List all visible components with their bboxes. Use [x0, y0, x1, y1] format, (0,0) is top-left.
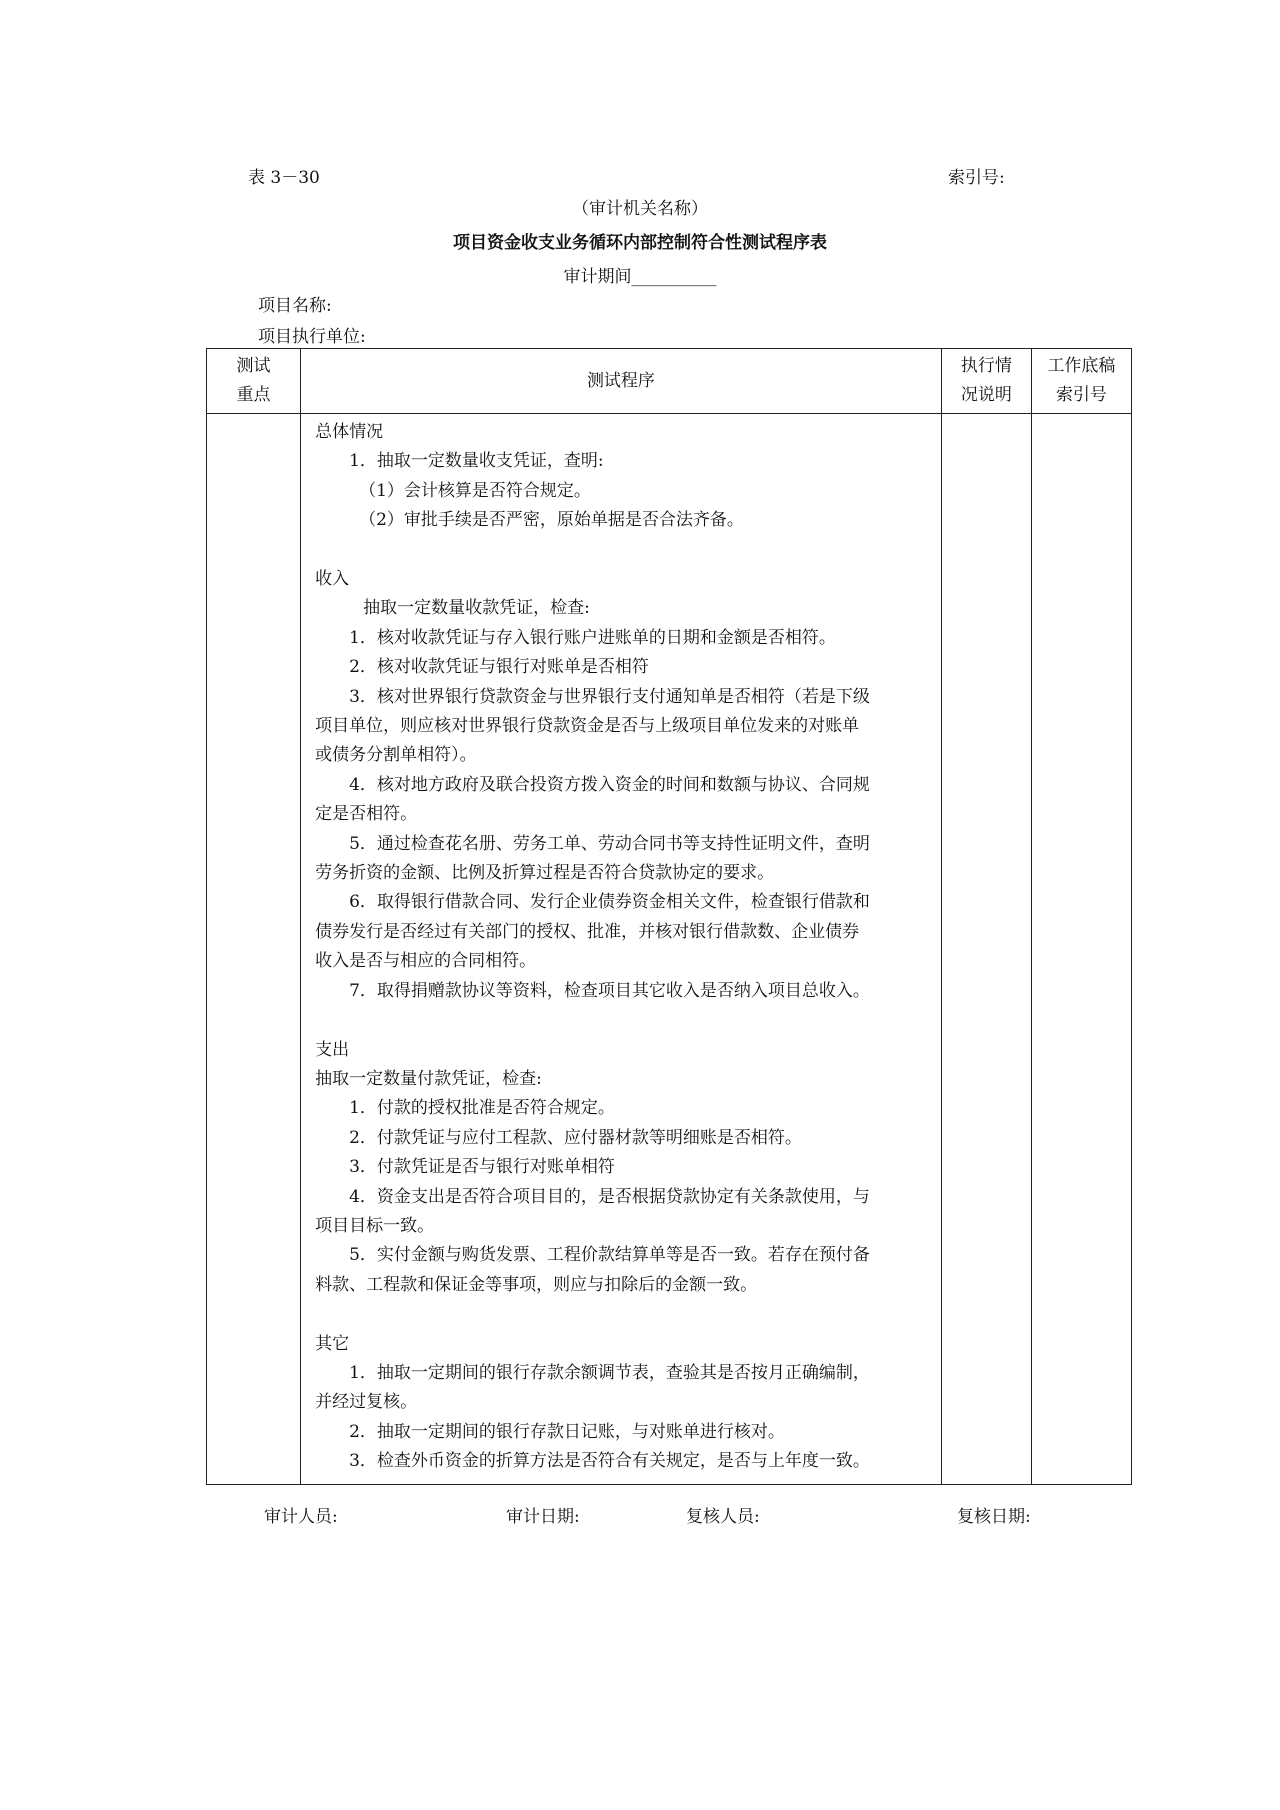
table-number: 表 3－30: [248, 168, 320, 188]
col-header-workpaper-line2: 索引号: [1055, 385, 1107, 405]
procedure-cell: [301, 414, 942, 1485]
col-header-procedure: [301, 349, 942, 414]
col-header-workpaper-line1: 工作底稿: [1047, 356, 1116, 376]
project-unit-label: 项目执行单位:: [258, 327, 366, 347]
expense-item-5-cont: 料款、工程款和保证金等事项，则应与扣除后的金额一致。: [315, 1274, 758, 1295]
expense-item-3: 3．付款凭证是否与银行对账单相符: [349, 1157, 615, 1178]
income-item-3-cont: 或债务分割单相符）。: [315, 745, 477, 766]
reviewer-label: 复核人员:: [686, 1507, 760, 1527]
index-number-label: 索引号:: [948, 168, 1005, 188]
audit-org-name: （审计机关名称）: [572, 199, 708, 219]
overall-item-1-sub-1: （1）会计核算是否符合规定。: [359, 480, 591, 501]
section-gap: [315, 1300, 931, 1329]
section-gap: [315, 536, 931, 565]
col-header-execution-notes: [941, 349, 1031, 414]
section-income-heading: 收入: [315, 569, 350, 590]
income-intro: 抽取一定数量收款凭证，检查:: [363, 598, 590, 619]
table-body-row: [207, 414, 1132, 1485]
other-item-1: 1．抽取一定期间的银行存款余额调节表，查验其是否按月正确编制，: [349, 1362, 870, 1383]
other-item-1-cont: 并经过复核。: [315, 1392, 418, 1413]
col-header-test-focus-line2: 重点: [236, 385, 271, 405]
review-date-label: 复核日期:: [957, 1507, 1031, 1527]
income-item-3-cont: 项目单位，则应核对世界银行贷款资金是否与上级项目单位发来的对账单: [315, 716, 860, 737]
overall-item-1-sub-2: （2）审批手续是否严密，原始单据是否合法齐备。: [359, 510, 744, 531]
col-header-workpaper-index: [1031, 349, 1131, 414]
auditor-label: 审计人员:: [264, 1507, 338, 1527]
income-item-2: 2．核对收款凭证与银行对账单是否相符: [349, 657, 649, 678]
col-header-execution-line2: 况说明: [960, 385, 1012, 405]
income-item-3: 3．核对世界银行贷款资金与世界银行支付通知单是否相符（若是下级: [349, 686, 870, 707]
col-header-test-focus: [207, 349, 301, 414]
income-item-6-cont: 债券发行是否经过有关部门的授权、批准，并核对银行借款数、企业债券: [315, 921, 860, 942]
income-item-6: 6．取得银行借款合同、发行企业债券资金相关文件，检查银行借款和: [349, 892, 870, 913]
col-header-procedure-text: 测试程序: [586, 370, 655, 391]
section-overall-heading: 总体情况: [315, 422, 384, 442]
audit-date-label: 审计日期:: [506, 1507, 580, 1527]
other-item-2: 2．抽取一定期间的银行存款日记账，与对账单进行核对。: [349, 1421, 785, 1442]
expense-item-2: 2．付款凭证与应付工程款、应付器材款等明细账是否相符。: [349, 1127, 802, 1148]
income-item-6-cont: 收入是否与相应的合同相符。: [315, 951, 537, 972]
section-gap: [315, 1006, 931, 1035]
expense-item-4-cont: 项目目标一致。: [315, 1215, 435, 1236]
page-title: 项目资金收支业务循环内部控制符合性测试程序表: [453, 233, 827, 253]
workpaper-index-cell: [1031, 414, 1131, 1485]
other-item-3: 3．检查外币资金的折算方法是否符合有关规定，是否与上年度一致。: [349, 1451, 870, 1472]
income-item-7: 7．取得捐赠款协议等资料，检查项目其它收入是否纳入项目总收入。: [349, 980, 870, 1001]
income-item-4-cont: 定是否相符。: [315, 804, 418, 825]
project-name-label: 项目名称:: [258, 296, 332, 316]
expense-item-5: 5．实付金额与购货发票、工程价款结算单等是否一致。若存在预付备: [349, 1245, 870, 1266]
col-header-execution-line1: 执行情: [960, 356, 1012, 376]
income-item-5: 5．通过检查花名册、劳务工单、劳动合同书等支持性证明文件，查明: [349, 833, 870, 854]
section-expense-heading: 支出: [315, 1039, 350, 1060]
table-header-row: [207, 349, 1132, 414]
audit-period: 审计期间__________: [563, 267, 717, 287]
overall-item-1: 1．抽取一定数量收支凭证，查明:: [349, 451, 604, 472]
expense-item-4: 4．资金支出是否符合项目目的，是否根据贷款协定有关条款使用，与: [349, 1186, 870, 1207]
income-item-5-cont: 劳务折资的金额、比例及折算过程是否符合贷款协定的要求。: [315, 863, 775, 884]
expense-intro: 抽取一定数量付款凭证，检查:: [315, 1068, 542, 1089]
col-header-test-focus-line1: 测试: [236, 356, 271, 376]
section-other-heading: 其它: [315, 1333, 350, 1354]
income-item-4: 4．核对地方政府及联合投资方拨入资金的时间和数额与协议、合同规: [349, 774, 870, 795]
income-item-1: 1．核对收款凭证与存入银行账户进账单的日期和金额是否相符。: [349, 627, 836, 648]
test-procedure-table: [206, 348, 1132, 1485]
test-focus-cell: [207, 414, 301, 1485]
execution-notes-cell: [941, 414, 1031, 1485]
expense-item-1: 1．付款的授权批准是否符合规定。: [349, 1098, 615, 1119]
